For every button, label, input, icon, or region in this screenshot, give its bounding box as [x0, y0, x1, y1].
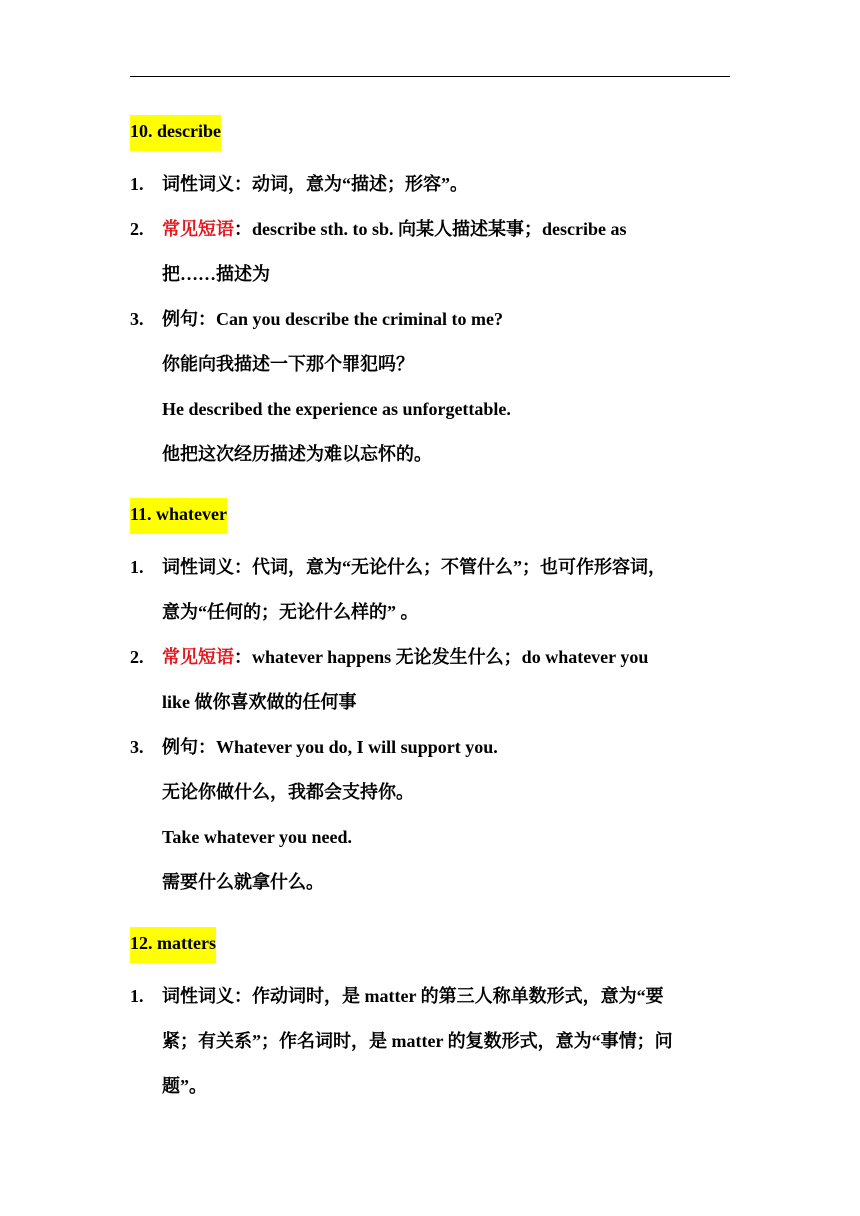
definition-text: 词性词义：代词，意为“无论什么；不管什么”；也可作形容词， [162, 557, 666, 577]
item-number: 2. [130, 219, 144, 239]
section-heading-describe: 10. describe [130, 115, 221, 151]
phrases-label: 常见短语 [162, 219, 234, 239]
item-number: 1. [130, 174, 144, 194]
definition-text-continued: 紧；有关系”；作名词时，是 matter 的复数形式，意为“事情；问 [162, 1031, 673, 1051]
phrases-line [162, 645, 648, 669]
phrases-text-continued: like 做你喜欢做的任何事 [162, 692, 357, 712]
phrases-label: 常见短语 [162, 647, 234, 667]
example-translation: 无论你做什么，我都会支持你。 [162, 782, 414, 802]
example-translation: 他把这次经历描述为难以忘怀的。 [162, 444, 432, 464]
example-sentence: Take whatever you need. [162, 827, 353, 847]
example-translation: 你能向我描述一下那个罪犯吗？ [162, 354, 414, 374]
item-number: 1. [130, 986, 144, 1006]
phrases-line [162, 217, 627, 241]
item-number: 2. [130, 647, 144, 667]
definition-text-continued: 题”。 [162, 1076, 207, 1096]
item-number: 3. [130, 737, 144, 757]
definition-text-continued: 意为“任何的；无论什么样的” 。 [162, 602, 419, 622]
example-sentence: 例句：Can you describe the criminal to me? [162, 309, 503, 329]
phrases-text: ：describe sth. to sb. 向某人描述某事；describe as [234, 219, 627, 239]
definition-text: 词性词义：动词，意为“描述；形容”。 [162, 174, 468, 194]
section-heading-matters: 12. matters [130, 927, 216, 963]
item-number: 3. [130, 309, 144, 329]
phrases-text: ：whatever happens 无论发生什么；do whatever you [234, 647, 649, 667]
section-heading-whatever: 11. whatever [130, 498, 227, 534]
item-number: 1. [130, 557, 144, 577]
example-sentence: He described the experience as unforgettable. [162, 399, 511, 419]
example-sentence: 例句：Whatever you do, I will support you. [162, 737, 498, 757]
phrases-text-continued: 把……描述为 [162, 264, 270, 284]
definition-text: 词性词义：作动词时，是 matter 的第三人称单数形式，意为“要 [162, 986, 664, 1006]
example-translation: 需要什么就拿什么。 [162, 872, 324, 892]
header-rule [130, 76, 730, 77]
